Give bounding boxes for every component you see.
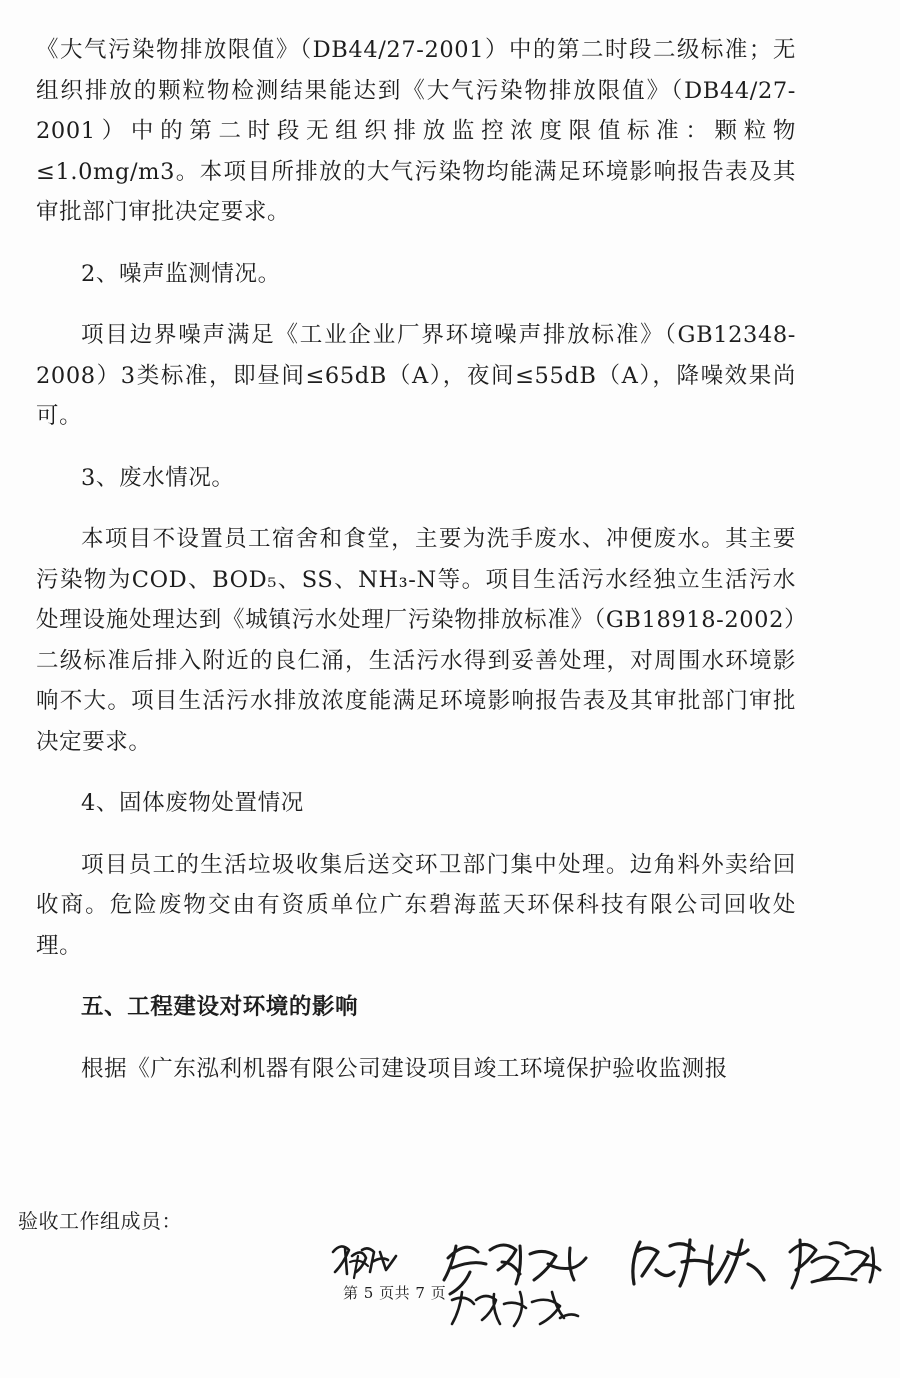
paragraph-impact: 根据《广东泓利机器有限公司建设项目竣工环境保护验收监测报: [81, 1055, 728, 1082]
signature-3: [633, 1240, 764, 1286]
signature-1: [333, 1246, 396, 1274]
page-prefix: 第: [343, 1284, 359, 1302]
signature-2: [444, 1245, 586, 1294]
subheading-noise: 2、噪声监测情况。: [81, 260, 281, 287]
page-middle: 页共: [379, 1284, 411, 1302]
paragraph-solid-waste: 项目员工的生活垃圾收集后送交环卫部门集中处理。边角料外卖给回收商。危险废物交由有资质单位广东碧海蓝天环保科技有限公司回收处理。: [36, 851, 796, 959]
page-suffix: 页: [430, 1284, 447, 1302]
signature-4: [790, 1240, 880, 1288]
section-heading-impact: 五、工程建设对环境的影响: [81, 994, 359, 1020]
members-label: 验收工作组成员：: [18, 1209, 182, 1233]
signature-5: [452, 1292, 578, 1326]
page-current: 5: [363, 1284, 374, 1302]
page-total: 7: [415, 1284, 426, 1302]
subheading-solid-waste: 4、固体废物处置情况: [81, 790, 304, 816]
paragraph-noise: 项目边界噪声满足《工业企业厂界环境噪声排放标准》（GB12348-2008）3类标准，即昼间≤65dB（A），夜间≤55dB（A），降噪效果尚可。: [36, 322, 796, 429]
paragraph-wastewater: 本项目不设置员工宿舍和食堂，主要为洗手废水、冲便废水。其主要污染物为COD、BOD₅、SS、NH₃-N等。项目生活污水经独立生活污水处理设施处理达到《城镇污水处理厂污染物排放标准》（GB18918-2002）二级标准后排入附近的良仁涌，生活污水得到妥善处理，对周围水环境影响不大。项目生活污水排放浓度能满足环境影响报告表及其审批部门审批决定要求。: [36, 526, 796, 755]
subheading-wastewater: 3、废水情况。: [81, 464, 235, 491]
paragraph-air-continuation: 《大气污染物排放限值》（DB44/27-2001）中的第二时段二级标准；无组织排放的颗粒物检测结果能达到《大气污染物排放限值》（DB44/27-2001）中的第二时段无组织排放监控浓度限值标准：颗粒物≤1.0mg/m3。本项目所排放的大气污染物均能满足环境影响报告表及其审批部门审批决定要求。: [36, 37, 796, 225]
